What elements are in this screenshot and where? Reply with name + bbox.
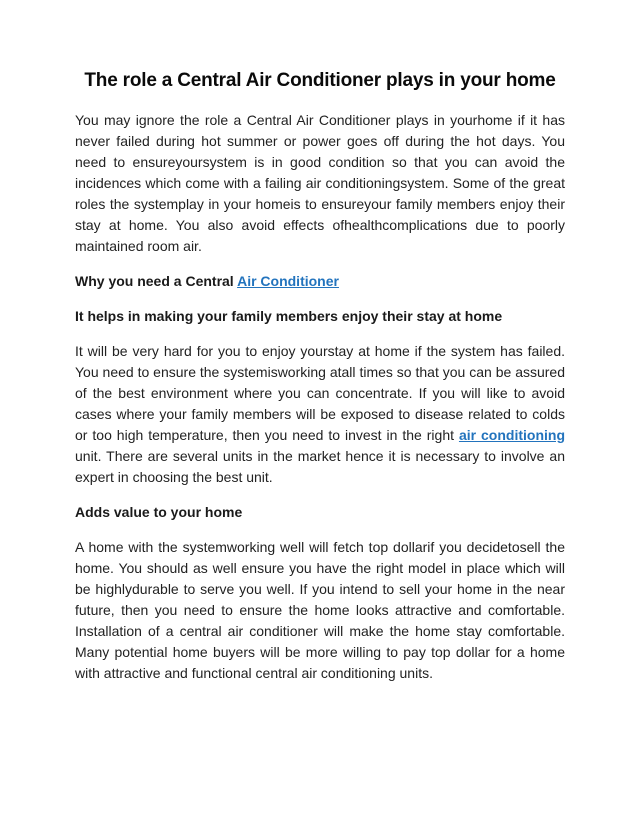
heading-why-prefix: Why you need a Central — [75, 273, 238, 289]
document-title: The role a Central Air Conditioner plays in your home — [84, 70, 556, 91]
heading-adds-value: Adds value to your home — [75, 504, 243, 520]
family-paragraph-after-link: unit. There are several units in the market hence it is necessary to involve an expert in choosing the best unit. — [75, 448, 565, 485]
heading-family-stay: It helps in making your family members enjoy their stay at home — [75, 308, 503, 324]
air-conditioning-link[interactable]: air conditioning — [458, 427, 566, 443]
family-paragraph-before-link: It will be very hard for you to enjoy yourstay at home if the system has failed. You need to ensure the systemisworking atall times so that you can be assured of the best environment where you can concentrate. If you will like to avoid cases where your family members will be exposed to disease related to colds or too high temperature, then you need to invest in the right — [75, 343, 565, 443]
value-paragraph: A home with the systemworking well will fetch top dollarif you decidetosell the home. You should as well ensure you have the right model in place which will be highlydurable to serve you well. If you intend to sell your home in the near future, then you need to ensure the home looks attractive and comfortable. Installation of a central air conditioner will make the home stay comfortable. Many potential home buyers will be more willing to pay top dollar for a home with attractive and functional central air conditioning units. — [75, 539, 565, 681]
intro-paragraph: You may ignore the role a Central Air Conditioner plays in yourhome if it has never failed during hot summer or power goes off during the hot days. You need to ensureyoursystem is in good condition so that you can avoid the incidences which come with a failing air conditioningsystem. Some of the great roles the systemplay in your homeis to ensureyour family members enjoy their stay at home. You also avoid effects ofhealthcomplications due to poorly maintained room air. — [75, 112, 565, 254]
family-paragraph — [75, 341, 565, 488]
heading-why-you-need — [75, 271, 565, 292]
air-conditioner-link[interactable]: Air Conditioner — [237, 273, 339, 289]
